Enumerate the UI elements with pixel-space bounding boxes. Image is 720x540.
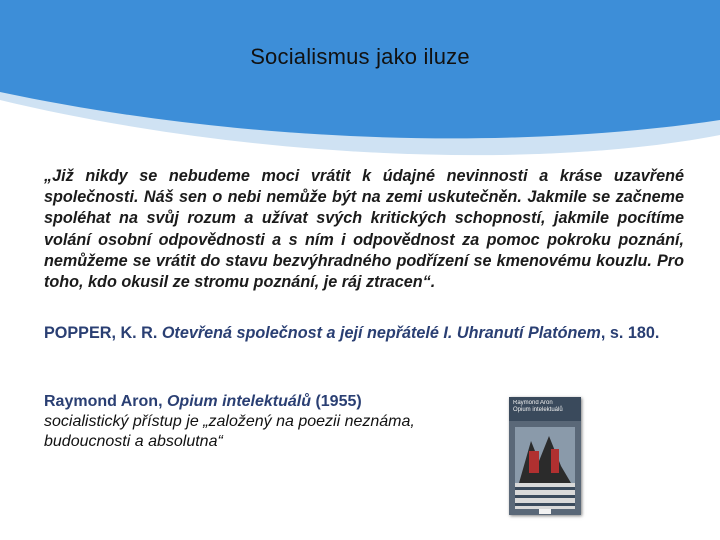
aron-year: (1955) (315, 393, 362, 410)
popper-citation (44, 322, 684, 344)
slide-title: Socialismus jako iluze (250, 44, 470, 69)
book-cover-art (509, 421, 581, 515)
header-banner (0, 0, 720, 160)
citation-author: POPPER, K. R. (44, 324, 158, 342)
aron-line: socialistický přístup je „založený na poezii neznáma, budoucnosti a absolutna“ (44, 413, 415, 450)
header-wave (0, 0, 720, 160)
citation-work: Otevřená společnost a její nepřátelé I. Uhranutí Platónem (161, 324, 601, 342)
popper-quote: „Již nikdy se nebudeme moci vrátit k údajné nevinnosti a kráse uzavřené společnosti. Náš sen o nebi nemůže být na zemi uskutečněn. Jakmile se začneme spoléhat na svůj rozum a užívat svých kritických schopností, jakmile pocítíme volání osobní odpovědnosti a s ním i odpovědnost za pomoc pokroku poznání, nemůžeme se vrátit do stavu bezvýhradného podřízení se kmenovému kouzlu. Pro toho, kdo okusil ze stromu poznání, je ráj ztracen“. (44, 167, 684, 292)
book-cover-image (509, 397, 581, 515)
aron-section (44, 392, 484, 452)
aron-book: Opium intelektuálů (166, 393, 311, 410)
book-cover-title: Raymond Aron Opium intelektuálů (513, 400, 563, 413)
aron-name: Raymond Aron, (44, 393, 163, 410)
aron-heading (44, 392, 484, 412)
citation-pages: , s. 180. (600, 324, 660, 342)
